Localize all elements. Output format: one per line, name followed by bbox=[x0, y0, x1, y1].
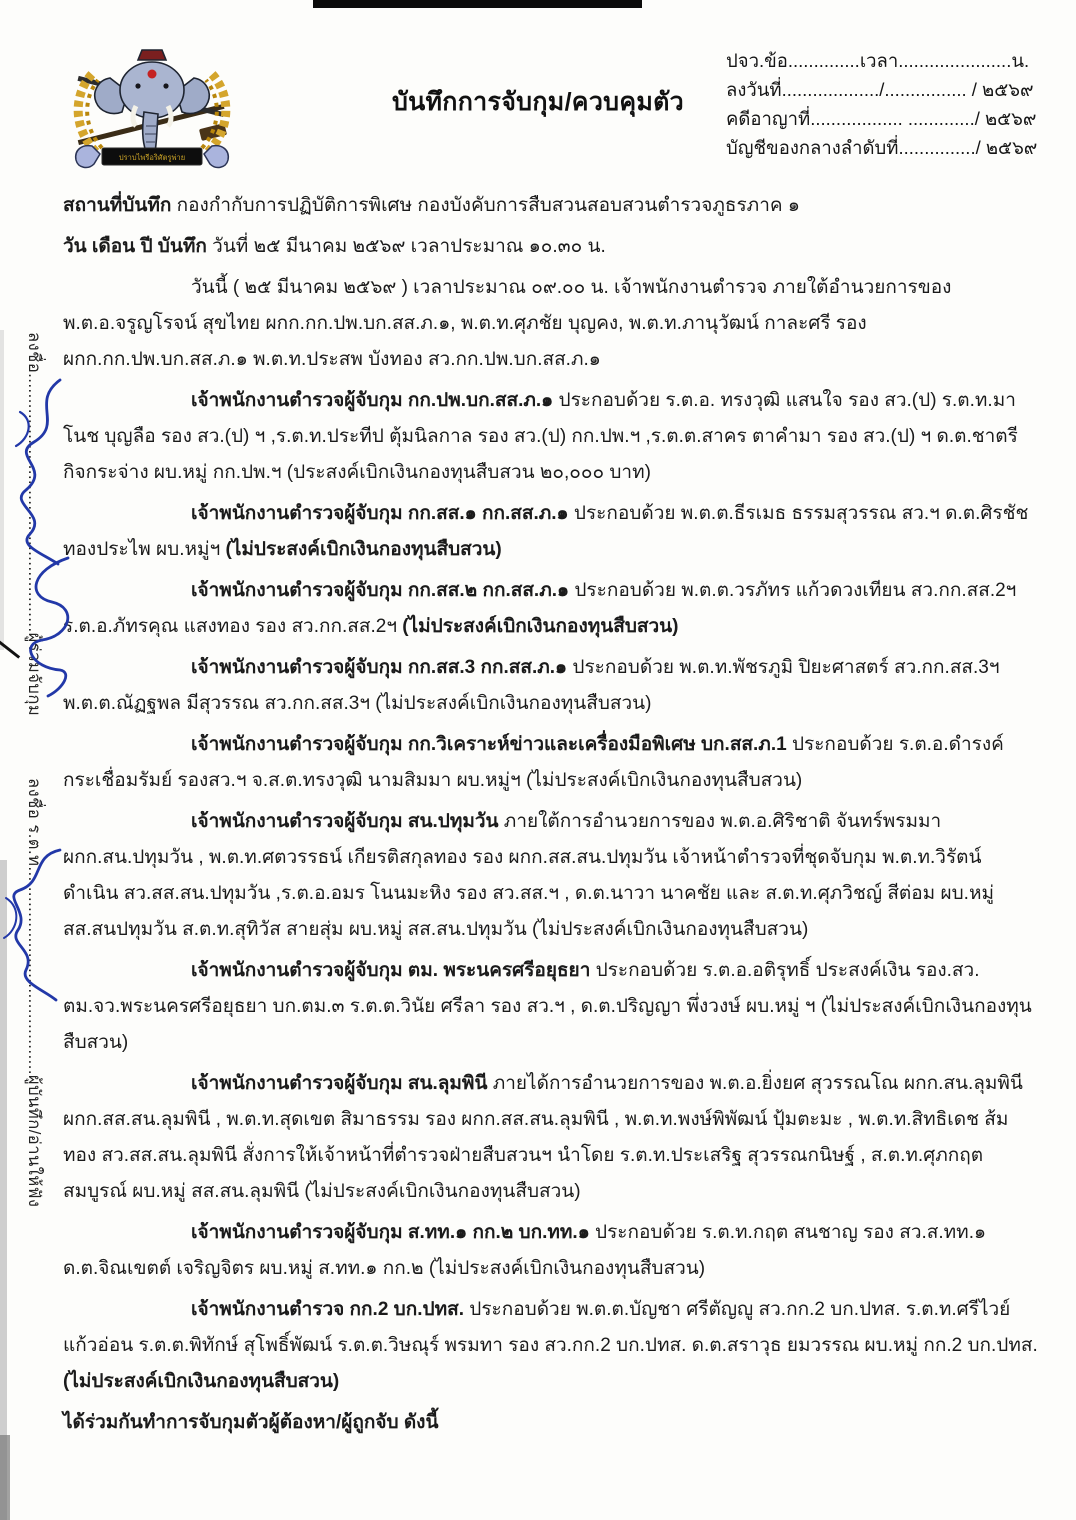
body-paragraph bbox=[63, 229, 1041, 265]
body-paragraph bbox=[63, 650, 1041, 722]
form-field-line-1: ปจว.ข้อ..............เวลา......................น. bbox=[726, 50, 1030, 71]
document-title: บันทึกการจับกุม/ควบคุมตัว bbox=[391, 88, 685, 116]
body-paragraph bbox=[63, 188, 1041, 224]
paragraph-lead-text: เจ้าพนักงานตำรวจผู้จับกุม กก.สส.๒ กก.สส.ภ.๑ bbox=[191, 580, 570, 601]
paragraph-lead-text: เจ้าพนักงานตำรวจ กก.2 บก.ปทส. bbox=[191, 1299, 464, 1320]
body-paragraph bbox=[63, 804, 1041, 948]
paragraph-lead-text: เจ้าพนักงานตำรวจผู้จับกุม สน.ปทุมวัน bbox=[191, 811, 499, 832]
paragraph-lead-text: เจ้าพนักงานตำรวจผู้จับกุม กก.สส.๑ กก.สส.ภ.๑ bbox=[191, 503, 569, 524]
body-paragraph bbox=[63, 573, 1041, 645]
paragraph-lead-text: (ไม่ประสงค์เบิกเงินกองทุนสืบสวน) bbox=[225, 539, 502, 560]
paragraph-text: ประกอบด้วย ร.ต.ท.กฤต สนชาญ รอง สว.ส.ทท.๑ ด.ต.จิณเขตต์ เจริญจิตร ผบ.หมู่ ส.ทท.๑ กก.๒ (ไม่ประสงค์เบิกเงินกองทุนสืบสวน) bbox=[63, 1222, 987, 1279]
scan-artifact-left-edge-2 bbox=[0, 330, 4, 650]
body-paragraph bbox=[63, 1066, 1041, 1210]
paragraph-lead-text: เจ้าพนักงานตำรวจผู้จับกุม กก.ปพ.บก.สส.ภ.๑ bbox=[191, 390, 554, 411]
scan-artifact-top-bar bbox=[313, 0, 642, 8]
paragraph-lead-text: (ไม่ประสงค์เบิกเงินกองทุนสืบสวน) bbox=[402, 616, 679, 637]
document-body bbox=[63, 188, 1041, 1446]
margin-sign-label-2: ลงชื่อ ร.ต.ท.........................................ผู้บันทึก/อ่านให้ฟัง bbox=[25, 778, 43, 1208]
paragraph-lead-text: ได้ร่วมกันทำการจับกุมตัวผู้ต้องหา/ผู้ถูกจับ ดังนี้ bbox=[63, 1412, 439, 1433]
body-paragraph bbox=[63, 1292, 1041, 1400]
paragraph-text: ภายได้การอำนวยการของ พ.ต.อ.ยิ่งยศ สุวรรณโณ ผกก.สน.ลุมพินี ผกก.สส.สน.ลุมพินี , พ.ต.ท.สุดเขต สิมาธรรม รอง ผกก.สส.สน.ลุมพินี , พ.ต.ท.พงษ์พิพัฒน์ ปุ้มตะมะ , พ.ต.ท.สิทธิเดช ส้มทอง สว.สส.สน.ลุมพินี สั่งการให้เจ้าหน้าที่ตำรวจฝ่ายสืบสวนฯ นำโดย ร.ต.ท.ประเสริฐ สุวรรณกนิษฐ์ , ส.ต.ท.ศุภกฤต สมบูรณ์ ผบ.หมู่ สส.สน.ลุมพินี (ไม่ประสงค์เบิกเงินกองทุนสืบสวน) bbox=[63, 1073, 1023, 1202]
paragraph-lead-text: เจ้าพนักงานตำรวจผู้จับกุม สน.ลุมพินี bbox=[191, 1073, 488, 1094]
paragraph-text: ประกอบด้วย ร.ต.อ.อติรุทธิ์ ประสงค์เงิน รอง.สว. ตม.จว.พระนครศรีอยุธยา บก.ตม.๓ ร.ต.ต.วินัย ศรีลา รอง สว.ฯ , ด.ต.ปริญญา พึ่งวงษ์ ผบ.หมู่ ฯ (ไม่ประสงค์เบิกเงินกองทุนสืบสวน) bbox=[63, 960, 1032, 1053]
paragraph-text: วันที่ ๒๕ มีนาคม ๒๕๖๙ เวลาประมาณ ๑๐.๓๐ น. bbox=[206, 236, 606, 257]
paragraph-text: ประกอบด้วย พ.ต.ท.พัชรภูมิ ปิยะศาสตร์ สว.กก.สส.3ฯ พ.ต.ต.ณัฏฐพล มีสุวรรณ สว.กก.สส.3ฯ (ไม่ประสงค์เบิกเงินกองทุนสืบสวน) bbox=[63, 657, 1000, 714]
paragraph-lead-text: เจ้าพนักงานตำรวจผู้จับกุม กก.วิเคราะห์ข่าวและเครื่องมือพิเศษ บก.สส.ภ.1 bbox=[191, 734, 787, 755]
emblem-banner-text: ปราบไพรีอริศัตรูพ่าย bbox=[118, 153, 186, 162]
paragraph-text: ประกอบด้วย ร.ต.อ. ทรงวุฒิ แสนใจ รอง สว.(ป) ร.ต.ท.มาโนช บุญลือ รอง สว.(ป) ฯ ,ร.ต.ท.ประทีป ตุ้มนิลกาล รอง สว.(ป) กก.ปพ.ฯ ,ร.ต.ต.สาคร ตาคำมา รอง สว.(ป) ฯ ด.ต.ชาตรี กิจกระจ่าง ผบ.หมู่ กก.ปพ.ฯ (ประสงค์เบิกเงินกองทุนสืบสวน ๒๐,๐๐๐ บาท) bbox=[63, 390, 1018, 483]
paragraph-lead-text: วัน เดือน ปี บันทึก bbox=[63, 236, 207, 257]
paragraph-lead-text: (ไม่ประสงค์เบิกเงินกองทุนสืบสวน) bbox=[63, 1371, 340, 1392]
paragraph-lead-text: สถานที่บันทึก bbox=[63, 195, 172, 216]
paragraph-lead-text: เจ้าพนักงานตำรวจผู้จับกุม ส.ทท.๑ กก.๒ บก.ทท.๑ bbox=[191, 1222, 590, 1243]
body-paragraph bbox=[63, 496, 1041, 568]
margin-sign-label-1: ลงชื่อ...................................................ผู้ร่วมจับกุม bbox=[25, 332, 43, 717]
body-paragraph bbox=[63, 270, 1041, 378]
body-paragraph bbox=[63, 383, 1041, 491]
form-field-line-2: ลงวันที่.................../................ / ๒๕๖๙ bbox=[726, 79, 1034, 100]
body-paragraph bbox=[63, 727, 1041, 799]
paragraph-text: วันนี้ ( ๒๕ มีนาคม ๒๕๖๙ ) เวลาประมาณ ๐๙.๐๐ น. เจ้าพนักงานตำรวจ ภายใต้อำนวยการของ พ.ต.อ.จรูญโรจน์ สุขไทย ผกก.กก.ปพ.บก.สส.ภ.๑, พ.ต.ท.ศุภชัย บุญคง, พ.ต.ท.ภานุวัฒน์ กาละศรี รอง ผกก.กก.ปพ.บก.สส.ภ.๑ พ.ต.ท.ประสพ บังทอง สว.กก.ปพ.บก.สส.ภ.๑ bbox=[63, 277, 952, 370]
body-paragraph bbox=[63, 1215, 1041, 1287]
scan-artifact-left-edge bbox=[0, 860, 7, 1520]
paragraph-text: ประกอบด้วย พ.ต.ต.ธีรเมธ ธรรมสุวรรณ สว.ฯ ด.ต.ศิรชัช ทองประไพ ผบ.หมู่ฯ bbox=[63, 503, 1029, 560]
form-field-line-4: บัญชีของกลางลำดับที่.............../ ๒๕๖๙ bbox=[726, 137, 1038, 158]
body-paragraph bbox=[63, 953, 1041, 1061]
form-field-line-3: คดีอาญาที่.................. ............./ ๒๕๖๙ bbox=[726, 108, 1037, 129]
form-header-block bbox=[726, 46, 1046, 162]
paragraph-text: ประกอบด้วย ร.ต.อ.ดำรงค์ กระเชื่อมรัมย์ รองสว.ฯ จ.ส.ต.ทรงวุฒิ นามสิมมา ผบ.หมู่ฯ (ไม่ประสงค์เบิกเงินกองทุนสืบสวน) bbox=[63, 734, 1004, 791]
paragraph-lead-text: เจ้าพนักงานตำรวจผู้จับกุม ตม. พระนครศรีอยุธยา bbox=[191, 960, 591, 981]
paragraph-text: กองกำกับการปฏิบัติการพิเศษ กองบังคับการสืบสวนสอบสวนตำรวจภูธรภาค ๑ bbox=[171, 195, 800, 216]
paragraph-text: ประกอบด้วย พ.ต.ต.วรภัทร แก้วดวงเทียน สว.กก.สส.2ฯ ร.ต.อ.ภัทรคุณ แสงทอง รอง สว.กก.สส.2ฯ bbox=[63, 580, 1017, 637]
paragraph-lead-text: เจ้าพนักงานตำรวจผู้จับกุม กก.สส.3 กก.สส.ภ.๑ bbox=[191, 657, 568, 678]
body-paragraph bbox=[63, 1405, 1041, 1441]
paragraph-text: ภายใต้การอำนวยการของ พ.ต.อ.ศิริชาติ จันทร์พรมมา ผกก.สน.ปทุมวัน , พ.ต.ท.ศตวรรธน์ เกียรติสกุลทอง รอง ผกก.สส.สน.ปทุมวัน เจ้าหน้าตำรวจที่ชุดจับกุม พ.ต.ท.วิรัตน์ ดำเนิน สว.สส.สน.ปทุมวัน ,ร.ต.อ.อมร โนนมะหิง รอง สว.สส.ฯ , ด.ต.นาวา นาคชัย และ ส.ต.ท.ศุภวิชญ์ สีต่อม ผบ.หมู่ สส.สนปทุมวัน ส.ต.ท.สุทิวัส สายสุ่ม ผบ.หมู่ สส.สน.ปทุมวัน (ไม่ประสงค์เบิกเงินกองทุนสืบสวน) bbox=[63, 811, 994, 940]
paragraph-text: ประกอบด้วย พ.ต.ต.บัญชา ศรีตัญญู สว.กก.2 บก.ปทส. ร.ต.ท.ศรีไวย์ แก้วอ่อน ร.ต.ต.พิทักษ์ สุโพธิ์พัฒน์ ร.ต.ต.วิษณุร์ พรมทา รอง สว.กก.2 บก.ปทส. ด.ต.สราวุธ ยมวรรณ ผบ.หมู่ กก.2 บก.ปทส. bbox=[63, 1299, 1038, 1356]
scan-artifact-corner bbox=[0, 1435, 10, 1520]
